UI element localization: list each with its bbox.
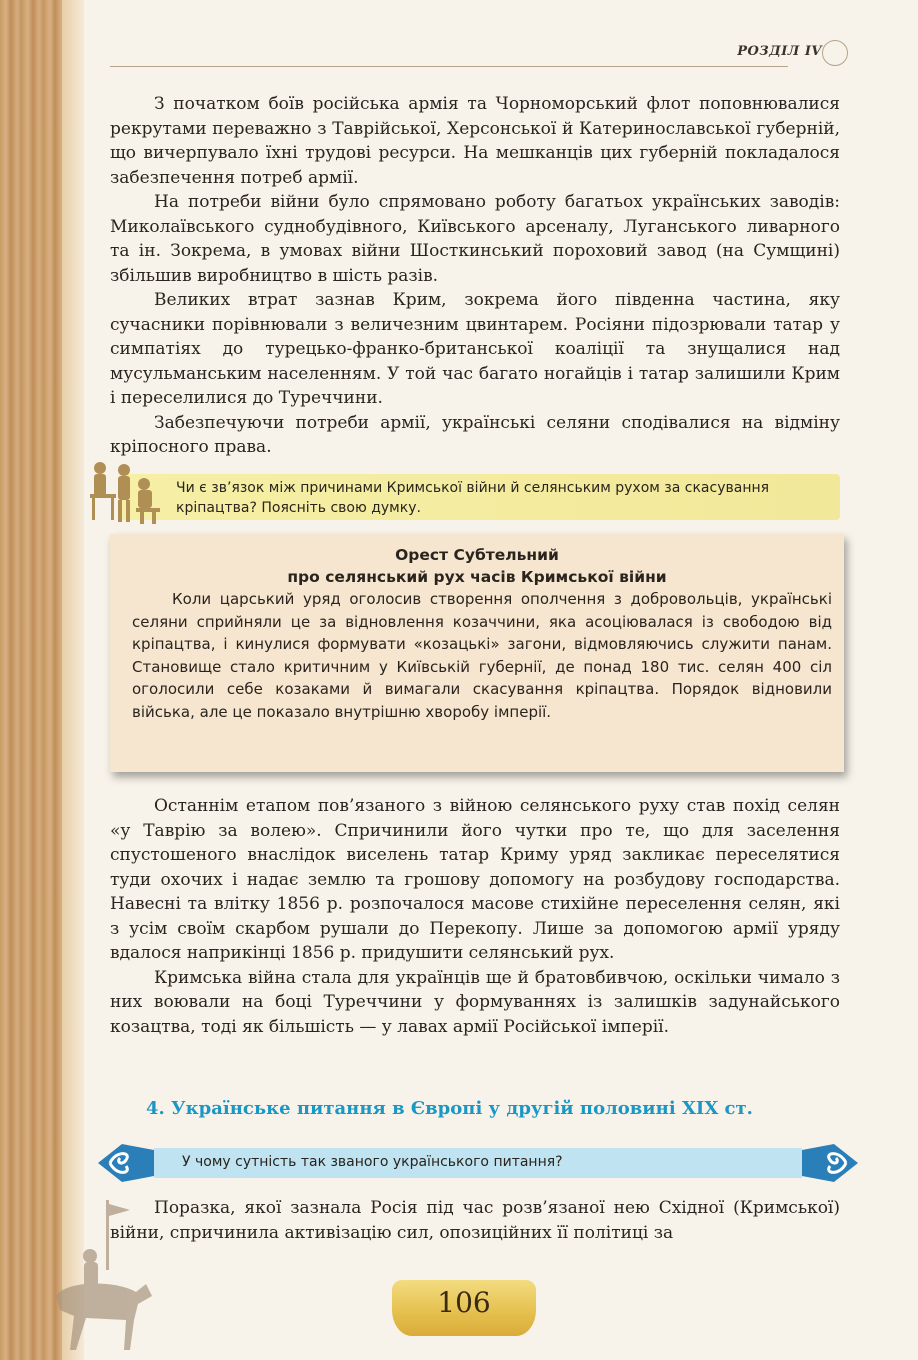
question-banner-text: У чому сутність так званого українського питання? xyxy=(182,1154,563,1170)
ornament-left-icon xyxy=(96,1140,156,1186)
question-box xyxy=(120,474,840,520)
paragraph: Поразка, якої зазнала Росія під час розв’язаної нею Східної (Кримської) війни, спричинила активізацію сил, опозиційних її політиці за xyxy=(110,1198,840,1243)
question-banner xyxy=(96,1140,860,1186)
left-border-fade xyxy=(62,0,84,1360)
section-label: РОЗДІЛ IV xyxy=(737,44,822,59)
text-block-middle xyxy=(110,794,840,1039)
cossack-rider-icon xyxy=(46,1200,156,1360)
page-number: 106 xyxy=(437,1286,491,1319)
paragraph: З початком боїв російська армія та Чорноморський флот поповнювалися рекрутами переважно з Таврійської, Херсонської й Катеринославської губерній, що вичерпувало їхні трудові ресурси. На мешканців цих губерній покладалося забезпечення потреб армії. xyxy=(110,94,840,188)
paragraph: Забезпечуючи потреби армії, українські селяни сподівалися на відміну кріпосного права. xyxy=(110,412,840,457)
quote-author xyxy=(110,544,844,588)
quote-author-name: Орест Субтельний xyxy=(395,546,559,564)
section-heading: 4. Українське питання в Європі у другій половині XIX ст. xyxy=(146,1098,753,1119)
ornament-right-icon xyxy=(800,1140,860,1186)
quote-author-subtitle: про селянський рух часів Кримської війни xyxy=(287,568,667,586)
header-rule xyxy=(110,66,788,67)
paragraph: На потреби війни було спрямовано роботу багатьох українських заводів: Миколаївського суднобудівного, Київського арсеналу, Луганського ливарного та ін. Зокрема, в умовах війни Шосткинський пороховий завод (на Сумщині) збільшив виробництво в шість разів. xyxy=(110,192,840,286)
quote-box xyxy=(110,534,844,772)
page-number-badge xyxy=(392,1280,536,1336)
quote-text: Коли царський уряд оголосив створення ополчення з добровольців, українські селяни сприйняли це за відновлення козаччини, яка асоціювалася із свободою від кріпацтва, і кинулися формувати «козацькі» загони, відмовляючись служити панам. Становище стало критичним у Київській губернії, де понад 180 тис. селян 400 сіл оголосили себе козаками й вимагали скасування кріпацтва. Порядок відновили війська, але це показало внутрішню хворобу імперії. xyxy=(132,590,832,721)
page-header xyxy=(110,38,848,78)
discussion-figures-icon xyxy=(78,454,168,526)
paragraph: Останнім етапом пов’язаного з війною селянського руху став похід селян «у Таврію за волею». Спричинили його чутки про те, що для заселення спустошеного внаслідок виселень татар Криму уряд закликає переселятися туди охочих і надає землю та грошову допомогу на розбудову господарства. Навесні та влітку 1856 р. розпочалося масове стихійне переселення селян, які з усім своїм скарбом рушали до Перекопу. Лише за допомогою армії уряду вдалося наприкінці 1856 р. придушити селянський рух. xyxy=(110,796,840,963)
text-block-bottom xyxy=(110,1196,840,1245)
text-block-top xyxy=(110,92,840,460)
question-text: Чи є зв’язок між причинами Кримської війни й селянським рухом за скасування кріпацтва? Поясніть свою думку. xyxy=(176,480,770,516)
paragraph: Кримська війна стала для українців ще й братовбивчою, оскільки чимало з них воювали на боці Туреччини у формуваннях із залишків задунайського козацтва, тоді як більшість — у лавах армії Російської імперії. xyxy=(110,967,840,1037)
swirl-ornament-icon xyxy=(822,40,848,66)
paragraph: Великих втрат зазнав Крим, зокрема його південна частина, яку сучасники порівнювали з величезним цвинтарем. Росіяни підозрювали татар у симпатіях до турецько-франко-британської коаліції та знущалися над мусульманським населенням. У той час багато ногайців і татар залишили Крим і переселилися до Туреччини. xyxy=(110,290,840,408)
